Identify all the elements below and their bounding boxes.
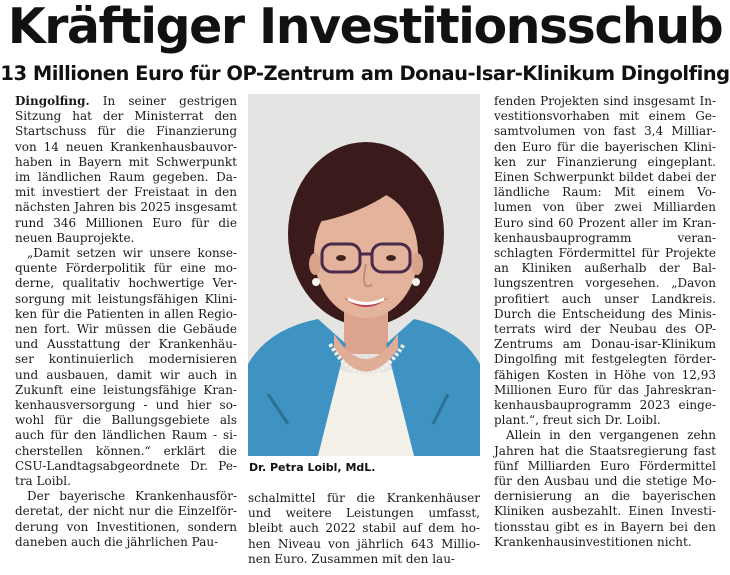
photo-caption: Dr. Petra Loibl, MdL. [249,461,376,474]
dateline: Dingolfing. [15,94,90,108]
paragraph-1 [15,94,237,246]
subheadline: 13 Millionen Euro für OP-Zentrum am Donau-Isar-Klinikum Dingolfing [0,62,730,85]
paragraph-1-text: In seiner gestrigen Sitzung hat der Ministerrat den Startschuss für die Finanzierung von 14 neuen Krankenhausbauvor- haben in Bayern mit Schwerpunkt im ländlichen Raum gegeben. Da- mit investiert der Freistaat in den nächsten Jahren bis 2025 insgesamt rund 346 Millionen Euro für die neuen Bauprojekte. [15,94,237,245]
paragraph-2: „Damit setzen wir unsere konse- quente Förderpolitik für eine mo- derne, qualitativ hochwertige Ver- sorgung mit leistungsfähigen Klini- ken für die Patienten in allen Regio- nen fort. Wir müssen die Gebäude und Ausstattung der Krankenhäu- ser kontinuierlich modernisieren und ausbauen, damit wir auch in Zukunft eine leistungsfähige Kran- kenhausversorgung - und hier so- wohl für die Ballungsgebiete als auch für den ländlichen Raum - si- cherstellen können.“ erklärt die CSU-Landtagsabgeordnete Dr. Pe- tra Loibl. [15,246,237,489]
headline: Kräftiger Investitionsschub [7,0,723,55]
paragraph-6: Allein in den vergangenen zehn Jahren hat die Staatsregierung fast fünf Milliarden Euro Fördermittel für den Ausbau und die stetige Mo- dernisierung an die bayerischen Kliniken ausbezahlt. Einen Investi- tionsstau gibt es in Bayern bei den Krankenhausinvestitionen nicht. [494,428,716,549]
paragraph-4: schalmittel für die Krankenhäuser und weitere Leistungen umfasst, bleibt auch 2022 stabil auf dem ho- hen Niveau von jährlich 643 Millio- nen Euro. Zusammen mit den lau- [248,491,480,566]
article-column-2 [248,491,480,567]
portrait-illustration [248,94,480,456]
article-column-1 [15,94,237,550]
portrait-photo [248,94,480,456]
article-column-3 [494,94,716,550]
paragraph-5: fenden Projekten sind insgesamt In- vestitionsvorhaben mit einem Ge- samtvolumen von fast 3,4 Milliar- den Euro für die bayerischen Klini- ken zur Finanzierung eingeplant. Einen Schwerpunkt bildet dabei der ländliche Raum: Mit einem Vo- lumen von über zwei Milliarden Euro sind 60 Prozent aller im Kran- kenhausbauprogramm veran- schlagten Fördermittel für Projekte an Kliniken außerhalb der Bal- lungszentren vorgesehen. „Davon profitiert auch unser Landkreis. Durch die Entscheidung des Minis- terrats wird der Neubau des OP- Zentrums am Donau-isar-Klinikum Dingolfing mit festgelegten förder- fähigen Kosten in Höhe von 12,93 Millionen Euro für das Jahreskran- kenhausbauprogramm 2023 einge- plant.“, freut sich Dr. Loibl. [494,94,716,428]
paragraph-3: Der bayerische Krankenhausför- deretat, der nicht nur die Einzelför- derung von Investitionen, sondern daneben auch die jährlichen Pau- [15,489,237,549]
